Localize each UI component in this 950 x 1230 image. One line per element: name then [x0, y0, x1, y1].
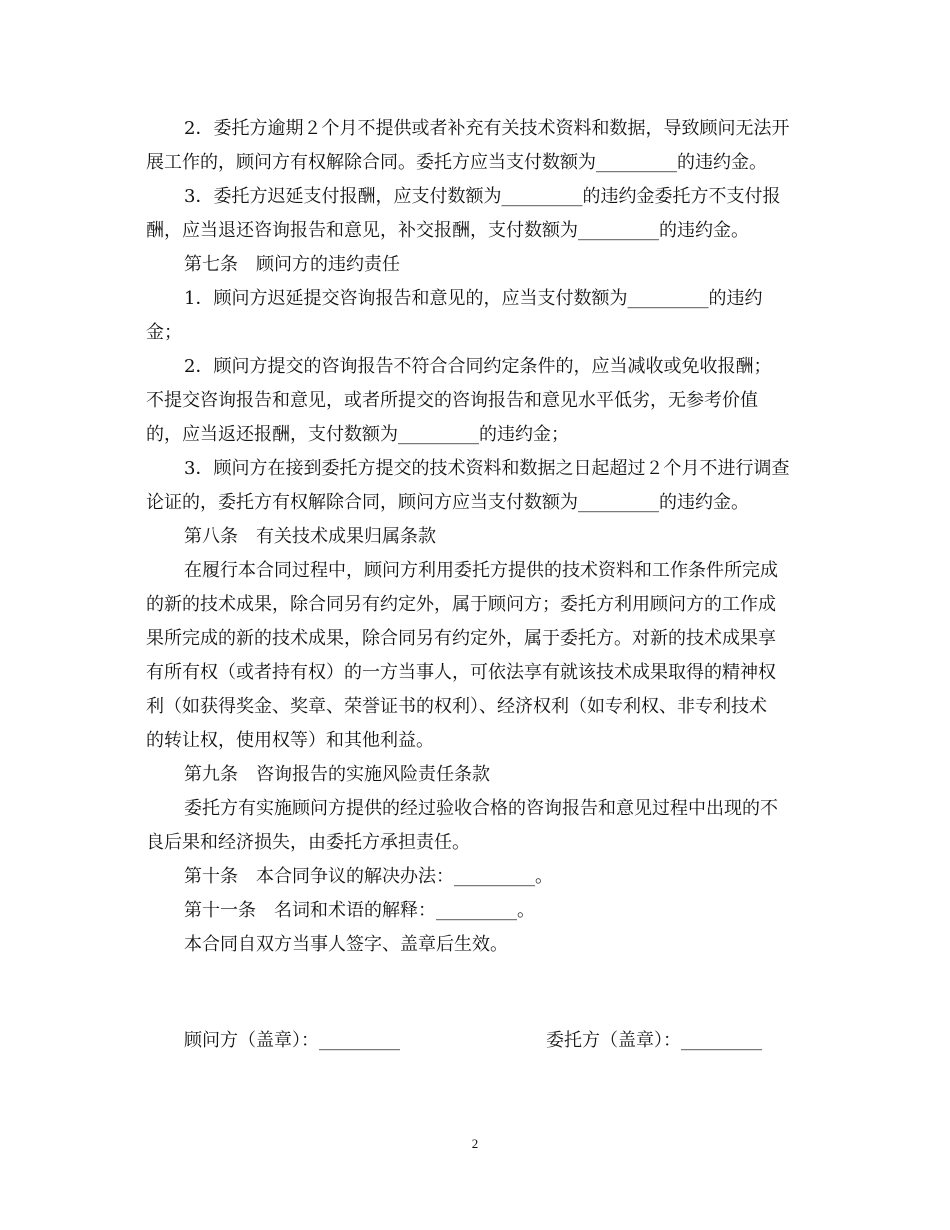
- text-line: 展工作的，顾问方有权解除合同。委托方应当支付数额为_________的违约金。: [146, 152, 767, 173]
- text-line: 第十条 本合同争议的解决办法：_________。: [184, 866, 553, 887]
- client-signature: 委托方（盖章）：_________: [546, 1030, 762, 1051]
- text-line: 2．委托方逾期２个月不提供或者补充有关技术资料和数据，导致顾问无法开: [184, 118, 790, 139]
- text-line: 在履行本合同过程中，顾问方利用委托方提供的技术资料和工作条件所完成: [184, 560, 778, 581]
- text-line: 酬，应当退还咨询报告和意见，补交报酬，支付数额为_________的违约金。: [146, 220, 749, 241]
- page-number: 2: [471, 1136, 479, 1151]
- text-line: 果所完成的新的技术成果，除合同另有约定外，属于委托方。对新的技术成果享: [146, 628, 776, 649]
- document-body: [146, 112, 806, 962]
- text-line: 第九条 咨询报告的实施风险责任条款: [184, 764, 490, 785]
- text-line: 金；: [146, 322, 182, 343]
- text-line: 本合同自双方当事人签字、盖章后生效。: [184, 934, 508, 955]
- text-line: 第七条 顾问方的违约责任: [184, 254, 400, 275]
- text-line: 3．顾问方在接到委托方提交的技术资料和数据之日起超过２个月不进行调查: [184, 458, 790, 479]
- text-line: 第八条 有关技术成果归属条款: [184, 526, 436, 547]
- text-line: 委托方有实施顾问方提供的经过验收合格的咨询报告和意见过程中出现的不: [184, 798, 778, 819]
- text-line: 2．顾问方提交的咨询报告不符合合同约定条件的，应当减收或免收报酬；: [184, 356, 772, 377]
- text-line: 3．委托方迟延支付报酬，应支付数额为_________的违约金委托方不支付报: [184, 186, 781, 207]
- text-line: 有所有权（或者持有权）的一方当事人，可依法享有就该技术成果取得的精神权: [146, 662, 776, 683]
- text-line: 第十一条 名词和术语的解释：_________。: [184, 900, 535, 921]
- text-line: 1．顾问方迟延提交咨询报告和意见的，应当支付数额为_________的违约: [184, 288, 763, 309]
- text-line: 论证的，委托方有权解除合同，顾问方应当支付数额为_________的违约金。: [146, 492, 749, 513]
- text-line: 良后果和经济损失，由委托方承担责任。: [146, 832, 470, 853]
- text-line: 的新的技术成果，除合同另有约定外，属于顾问方；委托方利用顾问方的工作成: [146, 594, 776, 615]
- consultant-signature: 顾问方（盖章）：_________: [184, 1030, 400, 1051]
- signature-row: [146, 1024, 806, 1058]
- text-line: 的转让权，使用权等）和其他利益。: [146, 730, 434, 751]
- text-line: 的，应当返还报酬，支付数额为_________的违约金；: [146, 424, 569, 445]
- text-line: 不提交咨询报告和意见，或者所提交的咨询报告和意见水平低劣，无参考价值: [146, 390, 758, 411]
- text-line: 利（如获得奖金、奖章、荣誉证书的权利）、经济权利（如专利权、非专利技术: [146, 696, 767, 717]
